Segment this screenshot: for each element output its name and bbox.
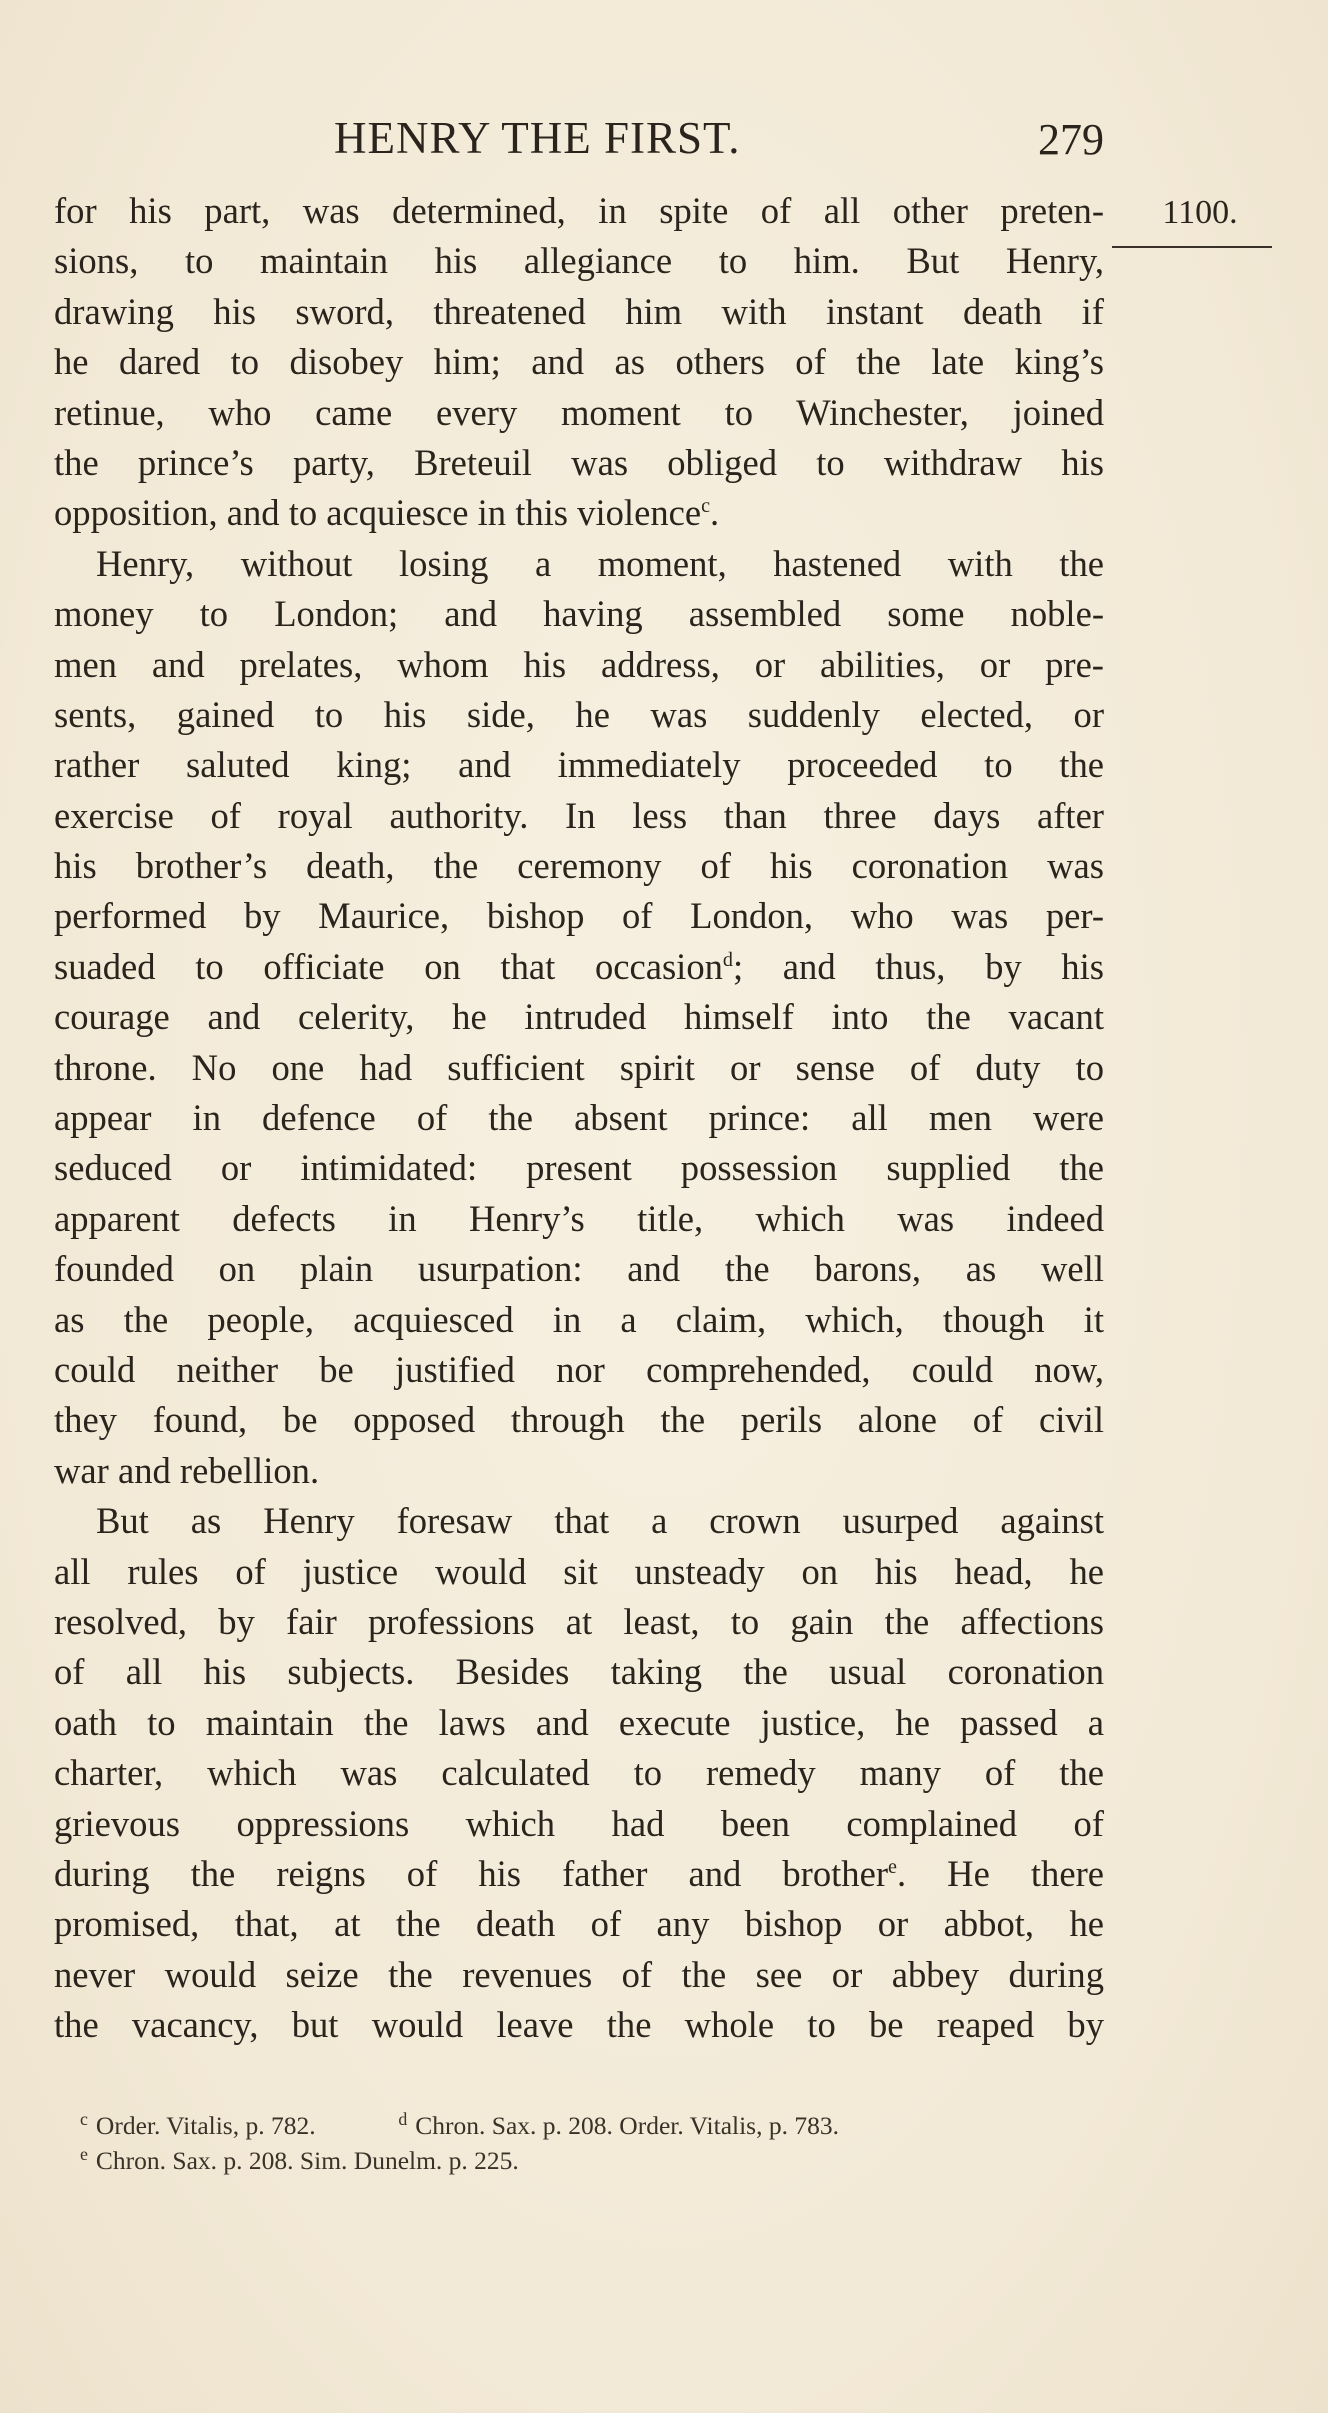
footnotes (80, 2108, 1110, 2178)
margin-rule (1112, 246, 1272, 248)
text-line: But as Henry foresaw that a crown usurped against (96, 1500, 1104, 1542)
text-line: opposition, and to acquiesce in this violence$^c$. (54, 492, 720, 534)
footnote-mark: e (80, 2143, 88, 2164)
text-line: retinue, who came every moment to Winchester, joined (54, 391, 1104, 433)
text-line: suaded to officiate on that occasion$^d$; and thus, by his (54, 945, 1104, 987)
text-line: sents, gained to his side, he was suddenly elected, or (54, 693, 1104, 735)
text-line: money to London; and having assembled some noble- (54, 593, 1104, 635)
text-line: men and prelates, whom his address, or abilities, or pre- (54, 643, 1104, 685)
text-line: apparent defects in Henry’s title, which was indeed (54, 1197, 1104, 1239)
footnote-mark: d (398, 2108, 408, 2129)
text-line: Henry, without losing a moment, hastened with the (96, 542, 1104, 584)
text-line: sions, to maintain his allegiance to him. But Henry, (54, 240, 1104, 282)
text-line: exercise of royal authority. In less than three days after (54, 794, 1104, 836)
text-line: they found, be opposed through the perils alone of civil (54, 1399, 1104, 1441)
text-line: throne. No one had sufficient spirit or sense of duty to (54, 1046, 1104, 1088)
text-line: during the reigns of his father and brother$^e$. He there (54, 1852, 1104, 1894)
text-line: performed by Maurice, bishop of London, who was per- (54, 895, 1104, 937)
footnote-mark: c (80, 2108, 88, 2129)
margin-note (1130, 194, 1270, 248)
text-line: for his part, was determined, in spite of all other preten- (54, 190, 1104, 231)
text-line: founded on plain usurpation: and the barons, as well (54, 1248, 1104, 1290)
running-header (54, 112, 1104, 172)
footnote-ref: d (722, 948, 733, 971)
running-title: HENRY THE FIRST. (334, 113, 741, 163)
footnote-text: Chron. Sax. p. 208. Order. Vitalis, p. 783. (415, 2111, 839, 2140)
text-line: war and rebellion. (54, 1449, 320, 1491)
text-line: his brother’s death, the ceremony of his coronation was (54, 845, 1104, 887)
text-line: could neither be justified nor comprehended, could now, (54, 1348, 1104, 1390)
text-line: the vacancy, but would leave the whole to be reaped by (54, 2004, 1104, 2046)
footnote-line (80, 2108, 1110, 2143)
margin-year: 1100. (1162, 194, 1238, 231)
text-line: resolved, by fair professions at least, to gain the affections (54, 1600, 1104, 1642)
page-number: 279 (1038, 115, 1104, 164)
footnote-text: Order. Vitalis, p. 782. (95, 2111, 316, 2140)
text-line: seduced or intimidated: present possession supplied the (54, 1147, 1104, 1189)
text-line: the prince’s party, Breteuil was obliged to withdraw his (54, 441, 1104, 483)
text-line: grievous oppressions which had been complained of (54, 1802, 1104, 1844)
text-line: drawing his sword, threatened him with instant death if (54, 290, 1104, 332)
text-line: as the people, acquiesced in a claim, which, though it (54, 1298, 1104, 1340)
text-line: courage and celerity, he intruded himself into the vacant (54, 996, 1104, 1038)
text-line: appear in defence of the absent prince: all men were (54, 1097, 1104, 1139)
footnote-line (80, 2143, 1110, 2178)
text-line: he dared to disobey him; and as others of the late king’s (54, 341, 1104, 383)
text-line: charter, which was calculated to remedy many of the (54, 1752, 1104, 1794)
footnote-ref: c (701, 495, 711, 518)
text-line: promised, that, at the death of any bishop or abbot, he (54, 1903, 1104, 1945)
text-line: all rules of justice would sit unsteady on his head, he (54, 1550, 1104, 1592)
text-line: rather saluted king; and immediately proceeded to the (54, 744, 1104, 786)
text-line: oath to maintain the laws and execute justice, he passed a (54, 1701, 1104, 1743)
body-text (54, 186, 1104, 2050)
footnote-text: Chron. Sax. p. 208. Sim. Dunelm. p. 225. (95, 2146, 519, 2175)
text-line: of all his subjects. Besides taking the usual coronation (54, 1651, 1104, 1693)
footnote-ref: e (888, 1855, 897, 1878)
text-line: never would seize the revenues of the see or abbey during (54, 1953, 1104, 1995)
